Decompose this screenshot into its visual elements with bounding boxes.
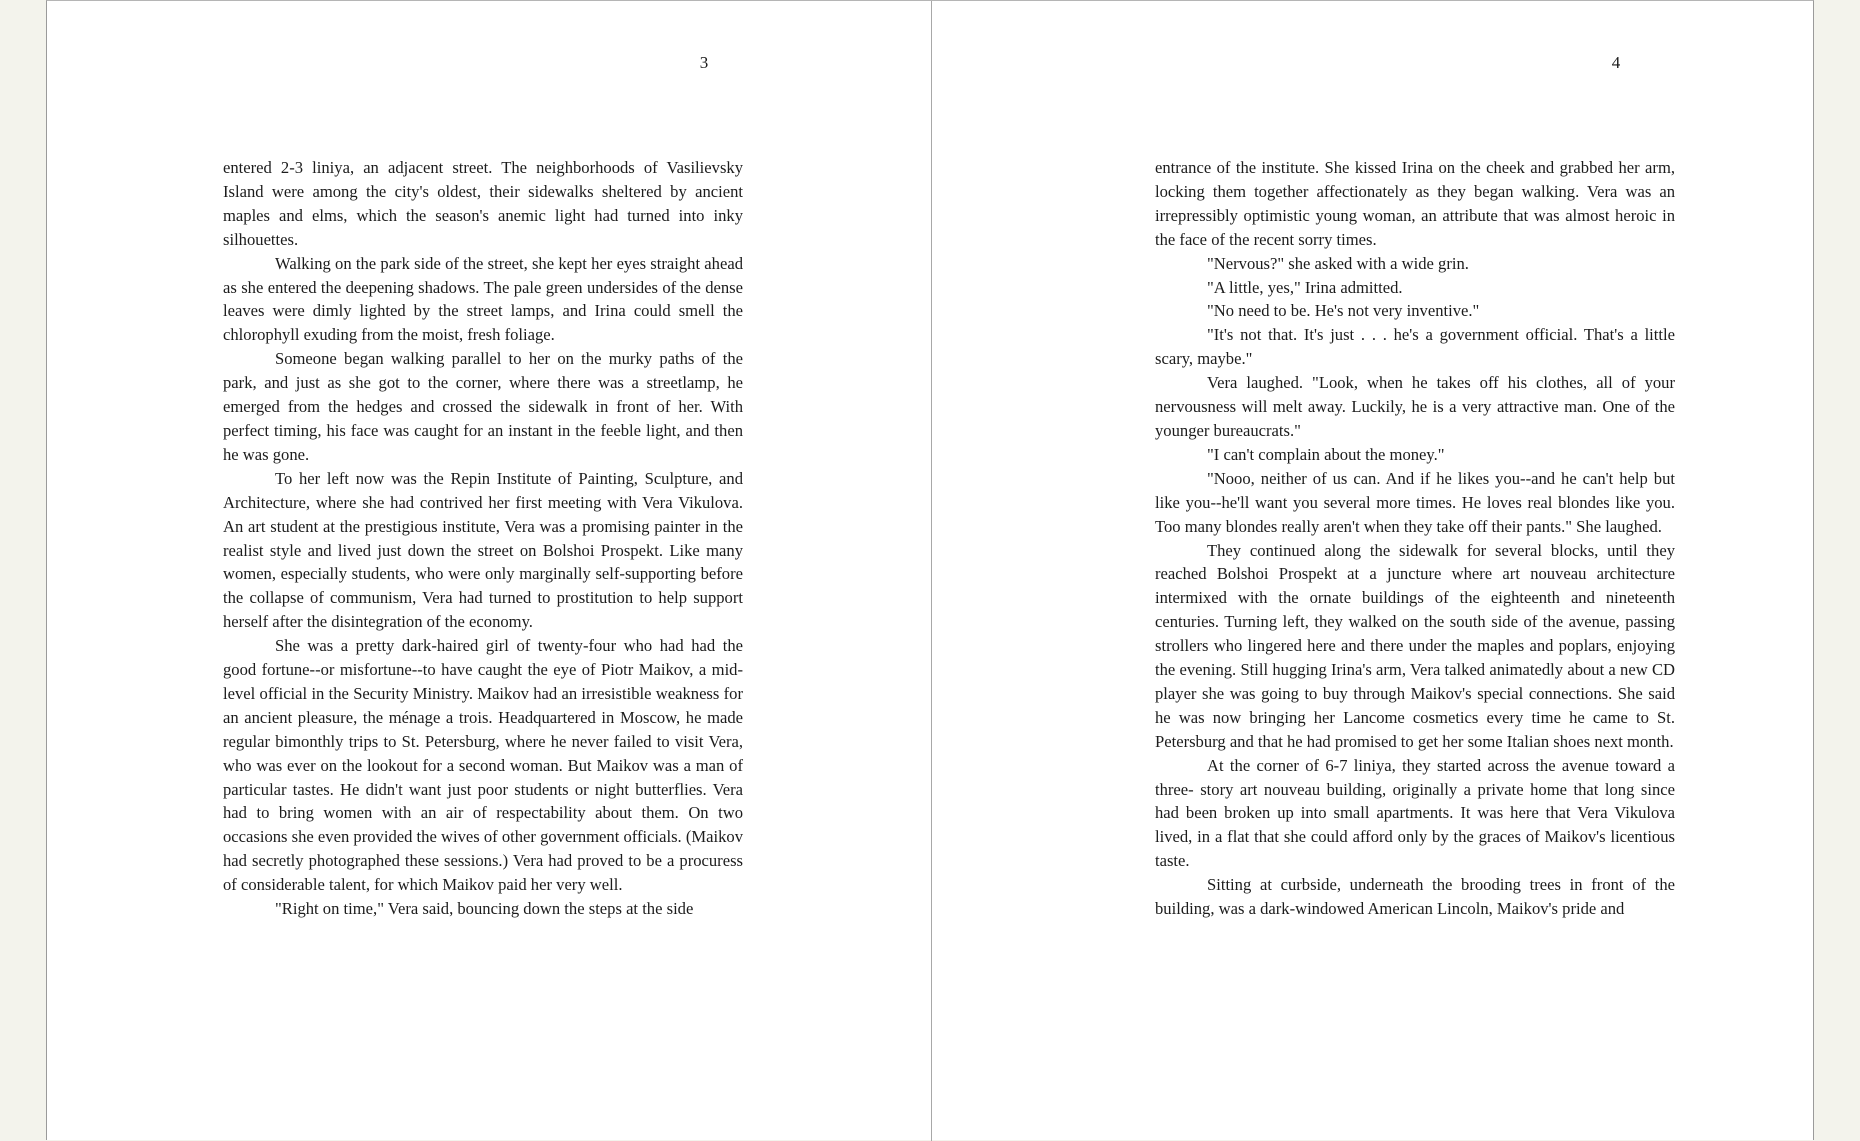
paragraph: Sitting at curbside, underneath the brooding trees in front of the building, was a dark-windowed American Lincoln, Maikov's pride and [1155, 875, 1675, 919]
paragraph: "Nervous?" she asked with a wide grin. [1207, 253, 1469, 273]
paragraph: She was a pretty dark-haired girl of twenty-four who had had the good fortune--or misfortune--to have caught the eye of Piotr Maikov, a mid- level official in the Security Ministry. Maikov had an irresistible weakness for an ancient pleasure, the ménage a trois. Headquartered in Moscow, he made regular bimonthly trips to St. Petersburg, where he never failed to visit Vera, who was ever on the lookout for a second woman. But Maikov was a man of particular tastes. He didn't want just poor students or night butterflies. Vera had to bring women with an air of respectability about them. On two occasions she even provided the wives of other government officials. (Maikov had secretly photographed these sessions.) Vera had proved to be a procuress of considerable talent, for which Maikov paid her very well. [223, 636, 743, 895]
page-3 [47, 1, 931, 1141]
paragraph: Walking on the park side of the street, she kept her eyes straight ahead as she entered the deepening shadows. The pale green undersides of the dense leaves were dimly lighted by the street lamps, and Irina could smell the chlorophyll exuding from the moist, fresh foliage. [223, 253, 743, 345]
page-text [223, 156, 743, 921]
paragraph: "No need to be. He's not very inventive." [1207, 301, 1480, 321]
paragraph: entrance of the institute. She kissed Irina on the cheek and grabbed her arm, locking them together affectionately as they began walking. Vera was an irrepressibly optimistic young woman, an attribute that was almost heroic in the face of the recent sorry times. [1155, 158, 1675, 249]
page-number: 4 [1611, 53, 1621, 72]
paragraph: "I can't complain about the money." [1207, 444, 1445, 464]
paragraph: Vera laughed. "Look, when he takes off his clothes, all of your nervousness will melt away. Luckily, he is a very attractive man. One of the younger bureaucrats." [1155, 373, 1675, 440]
paragraph: "Nooo, neither of us can. And if he likes you--and he can't help but like you--he'll want you several more times. He loves real blondes like you. Too many blondes really aren't when they take off their pants." She laughed. [1155, 468, 1675, 536]
page-text [1155, 156, 1675, 921]
paragraph: To her left now was the Repin Institute of Painting, Sculpture, and Architecture, where she had contrived her first meeting with Vera Vikulova. An art student at the prestigious institute, Vera was a promising painter in the realist style and lived just down the street on Bolshoi Prospekt. Like many women, especially students, who were only marginally self-supporting before the collapse of communism, Vera had turned to prostitution to help support herself after the disintegration of the economy. [223, 468, 743, 632]
two-page-spread [46, 0, 1814, 1140]
paragraph: At the corner of 6-7 liniya, they started across the avenue toward a three- story art nouveau building, originally a private home that long since had been broken up into small apartments. It was here that Vera Vikulova lived, in a flat that she could afford only by the graces of Maikov's licentious taste. [1155, 755, 1675, 871]
paragraph: "Right on time," Vera said, bouncing down the steps at the side [275, 899, 694, 919]
paragraph: "A little, yes," Irina admitted. [1207, 277, 1403, 297]
paragraph: entered 2-3 liniya, an adjacent street. The neighborhoods of Vasilievsky Island were among the city's oldest, their sidewalks sheltered by ancient maples and elms, which the season's anemic light had turned into inky silhouettes. [223, 158, 743, 249]
paragraph: Someone began walking parallel to her on the murky paths of the park, and just as she got to the corner, where there was a streetlamp, he emerged from the hedges and crossed the sidewalk in front of her. With perfect timing, his face was caught for an instant in the feeble light, and then he was gone. [223, 349, 743, 464]
page-4 [931, 1, 1815, 1141]
page-number: 3 [699, 53, 709, 72]
paragraph: "It's not that. It's just . . . he's a government official. That's a little scary, maybe." [1155, 325, 1675, 369]
paragraph: They continued along the sidewalk for several blocks, until they reached Bolshoi Prospekt at a juncture where art nouveau architecture intermixed with the ornate buildings of the eighteenth and nineteenth centuries. Turning left, they walked on the south side of the avenue, passing strollers who lingered here and there under the maples and poplars, enjoying the evening. Still hugging Irina's arm, Vera talked animatedly about a new CD player she was going to buy through Maikov's special connections. She said he was now bringing her Lancome cosmetics every time he came to St. Petersburg and that he had promised to get her some Italian shoes next month. [1155, 540, 1675, 751]
